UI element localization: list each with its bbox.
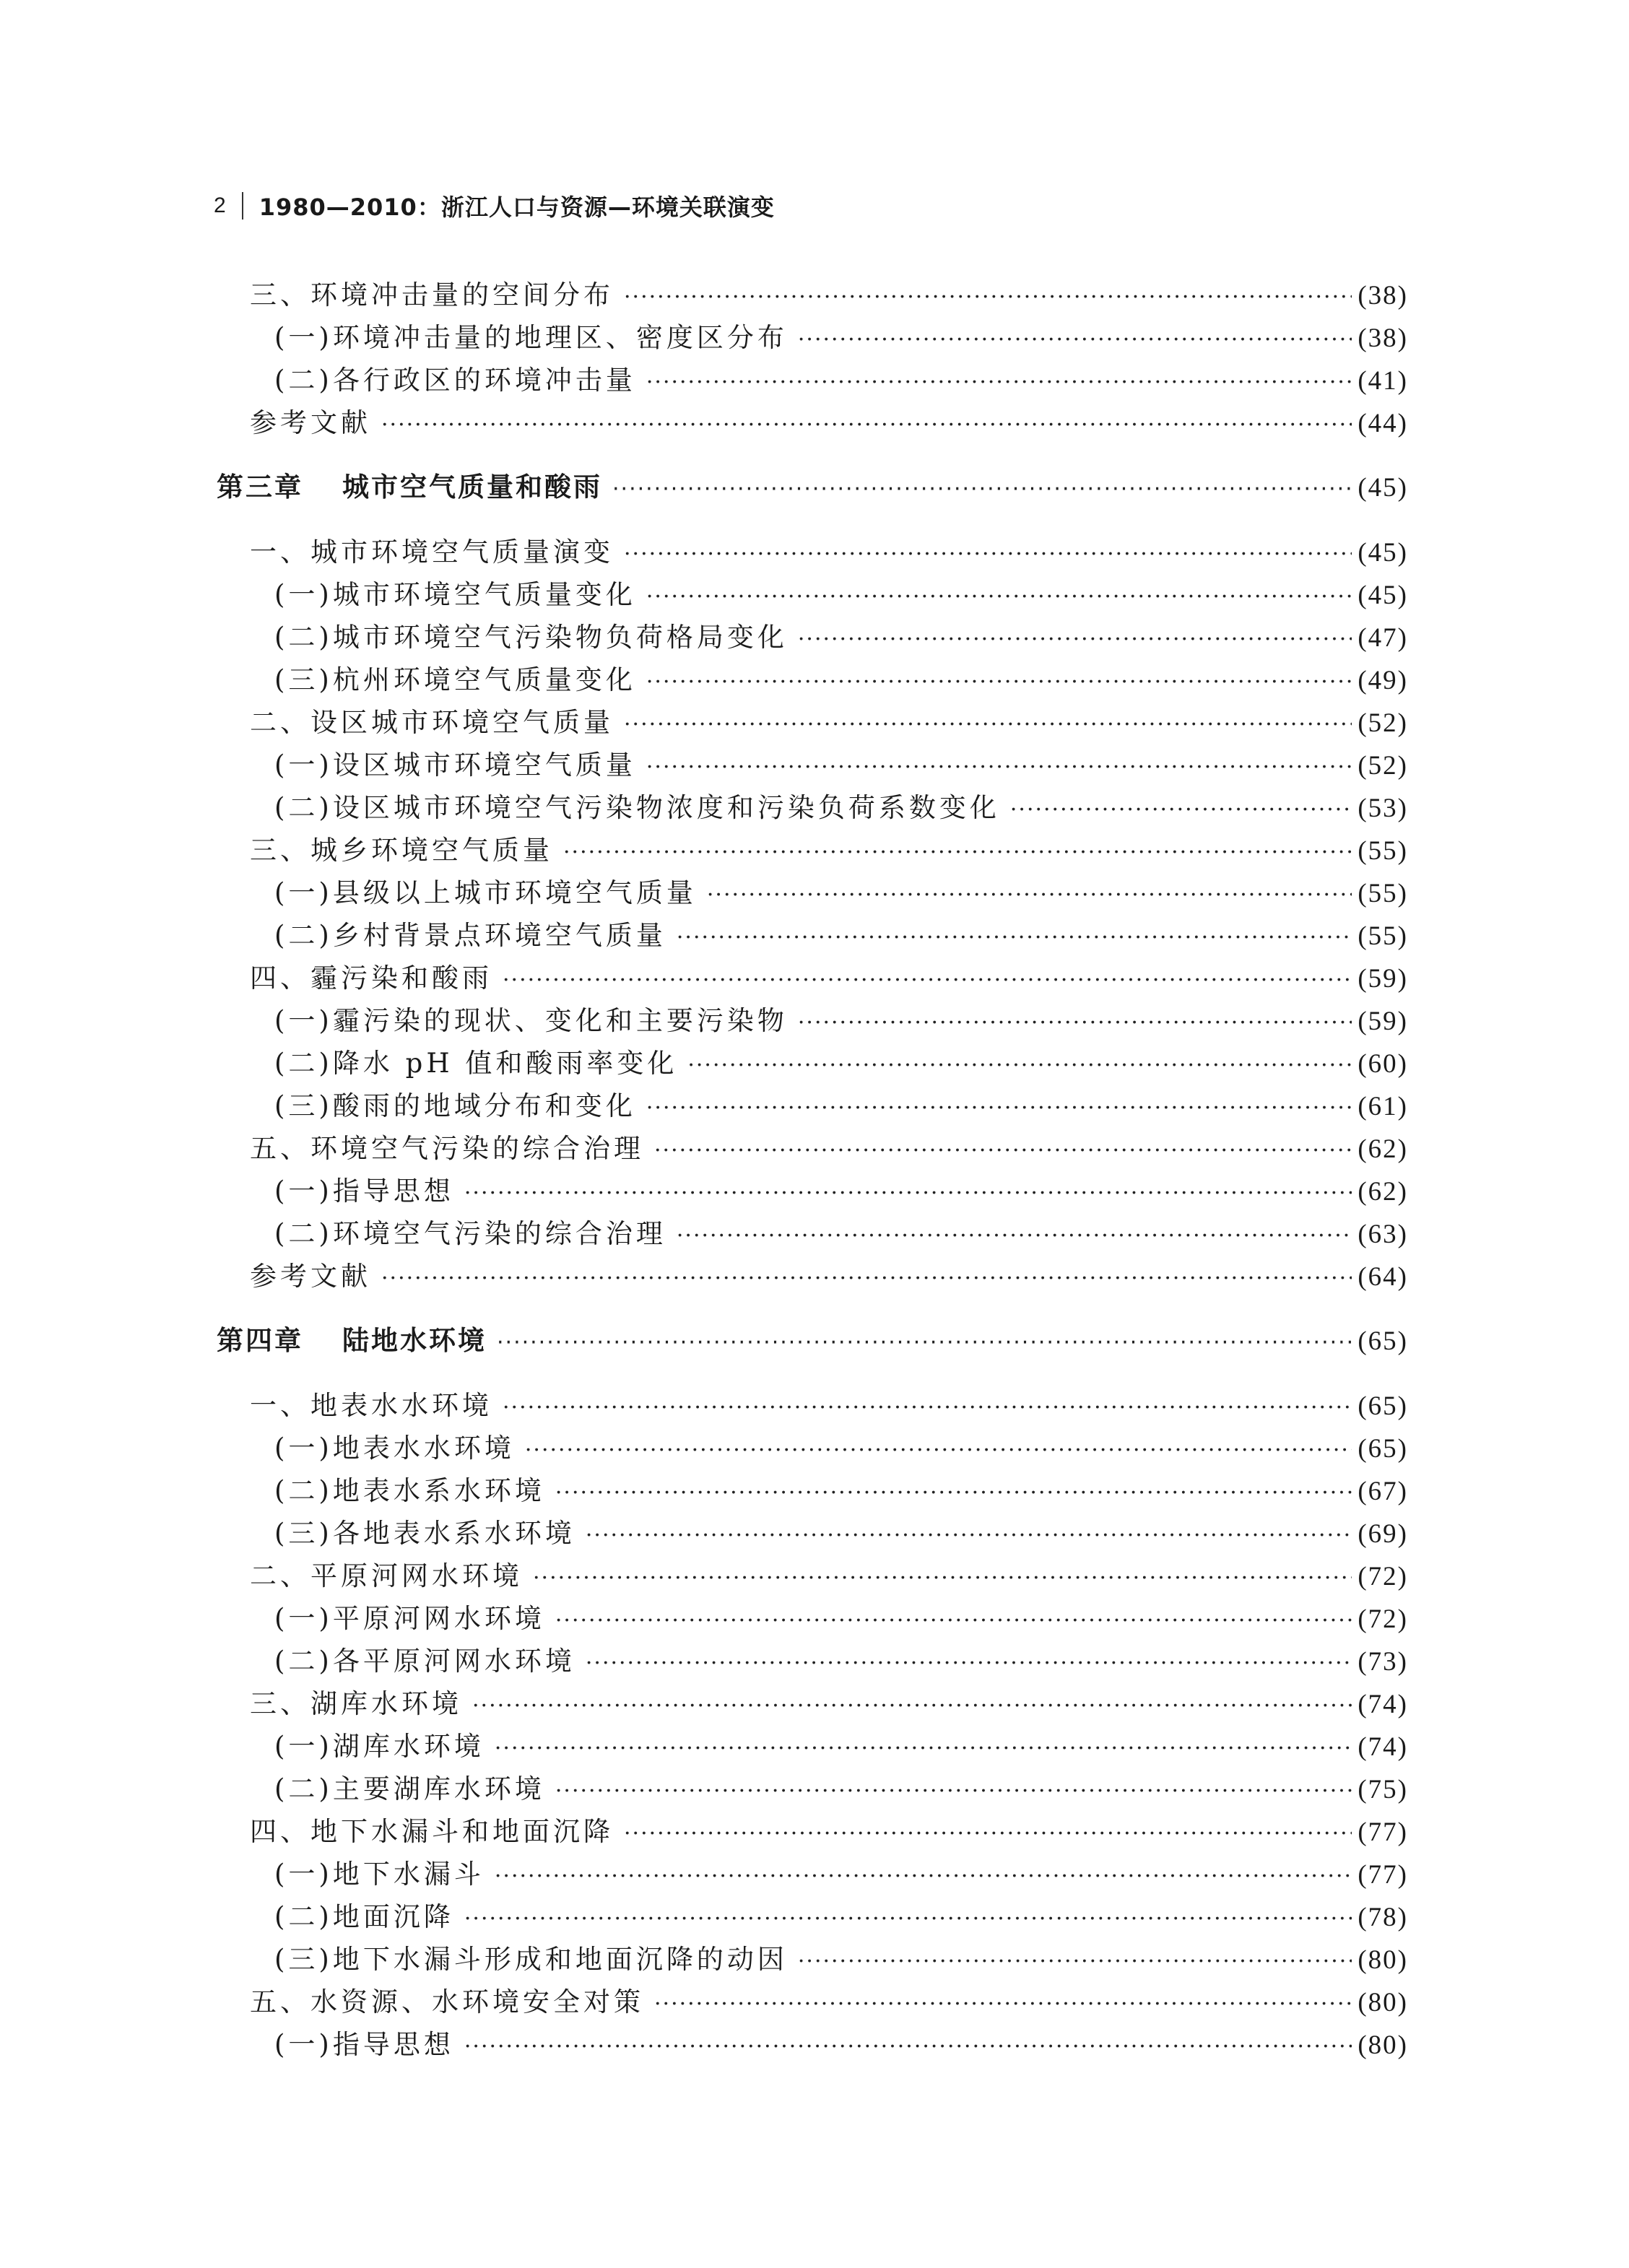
dot-leader [677,925,1352,950]
page-ref: (55) [1358,921,1408,951]
dot-leader [654,1138,1352,1163]
toc-entry-title: (一)城市环境空气质量变化 [274,579,636,610]
toc-entry-title: (三)杭州环境空气质量变化 [274,664,636,695]
page-ref: (55) [1358,836,1408,866]
page-ref: (62) [1358,1177,1408,1207]
page-ref: (38) [1358,281,1408,310]
toc-entry-title: (一)湖库水环境 [274,1731,485,1762]
dot-leader [464,1181,1352,1206]
page-ref: (44) [1358,409,1408,438]
page-ref: (45) [1358,538,1408,568]
dot-leader [525,1438,1352,1463]
toc-entry [217,1895,1408,1937]
chapter-number: 第四章 [217,1325,303,1356]
page-ref: (61) [1358,1092,1408,1121]
toc-entry-title [217,1318,487,1357]
header-divider [242,192,243,220]
toc-entry [217,2022,1408,2065]
toc-entry [217,358,1408,401]
table-of-contents [217,273,1408,2065]
dot-leader [798,327,1352,352]
toc-entry [217,1212,1408,1254]
toc-entry [217,658,1408,700]
running-header [214,189,775,222]
toc-entry-title: (一)地下水漏斗 [274,1859,485,1890]
dot-leader [646,1095,1352,1121]
dot-leader [798,1949,1352,1974]
chapter-number: 第三章 [217,472,303,503]
dot-leader [654,1991,1352,2017]
dot-leader [798,1010,1352,1035]
toc-entry [217,1126,1408,1169]
toc-entry [217,956,1408,999]
toc-entry [217,1554,1408,1596]
page-ref: (75) [1358,1775,1408,1804]
page-ref: (65) [1358,1434,1408,1464]
page-ref: (65) [1358,1326,1408,1356]
dot-leader [555,1778,1352,1804]
toc-entry-title: (一)平原河网水环境 [274,1603,545,1634]
toc-entry [217,1852,1408,1895]
page-ref: (45) [1358,581,1408,610]
toc-entry-title: 参考文献 [250,407,371,438]
dot-leader [646,755,1352,780]
toc-entry [217,1724,1408,1767]
page-ref: (59) [1358,1007,1408,1036]
dot-leader [495,1736,1352,1761]
dot-leader [646,370,1352,395]
page-ref: (41) [1358,366,1408,396]
dot-leader [586,1651,1352,1676]
page-ref: (69) [1358,1519,1408,1549]
toc-entry-title: (一)县级以上城市环境空气质量 [274,877,697,908]
page-ref: (80) [1358,1988,1408,2017]
toc-entry [217,1383,1408,1426]
toc-entry-title: (二)各行政区的环境冲击量 [274,365,636,396]
dot-leader [707,882,1352,908]
dot-leader [677,1223,1352,1248]
toc-entry [217,615,1408,658]
toc-entry-title: (二)地面沉降 [274,1901,454,1932]
toc-chapter-entry [217,465,1408,508]
toc-entry-title: 五、环境空气污染的综合治理 [250,1133,644,1164]
toc-entry-title: (二)各平原河网水环境 [274,1646,575,1677]
toc-entry-title: (三)各地表水系水环境 [274,1518,575,1549]
dot-leader [798,627,1352,652]
toc-entry-title: 一、地表水水环境 [250,1390,492,1421]
page-ref: (60) [1358,1049,1408,1079]
page-ref: (74) [1358,1690,1408,1719]
toc-entry [217,1596,1408,1639]
toc-entry-title: (一)指导思想 [274,2029,454,2060]
dot-leader [624,1821,1352,1846]
toc-entry [217,1937,1408,1980]
page-ref: (64) [1358,1262,1408,1292]
dot-leader [586,1523,1352,1548]
book-title: 1980—2010：浙江人口与资源—环境关联演变 [259,194,775,221]
page-ref: (55) [1358,879,1408,908]
toc-entry [217,1469,1408,1511]
toc-entry [217,316,1408,358]
page-ref: (77) [1358,1860,1408,1890]
toc-entry [217,743,1408,786]
toc-entry [217,273,1408,316]
toc-entry [217,1511,1408,1554]
toc-entry [217,1426,1408,1469]
toc-entry [217,871,1408,913]
page-ref: (72) [1358,1604,1408,1634]
toc-entry-title: (一)地表水水环境 [274,1433,515,1464]
toc-entry-title: 四、霾污染和酸雨 [250,963,492,994]
toc-entry [217,786,1408,828]
toc-entry [217,999,1408,1041]
toc-entry-title: 二、设区城市环境空气质量 [250,707,614,738]
dot-leader [555,1608,1352,1633]
dot-leader [624,284,1352,310]
toc-entry [217,1254,1408,1297]
toc-entry [217,530,1408,573]
toc-entry-title: 二、平原河网水环境 [250,1560,523,1591]
dot-leader [687,1053,1352,1078]
toc-entry [217,1041,1408,1084]
page-ref: (63) [1358,1220,1408,1249]
toc-entry-title: 一、城市环境空气质量演变 [250,536,614,568]
toc-entry [217,573,1408,615]
toc-entry-title: (三)酸雨的地域分布和变化 [274,1090,636,1121]
toc-entry [217,1980,1408,2022]
chapter-title: 陆地水环境 [342,1325,487,1356]
page-ref: (62) [1358,1134,1408,1164]
page-ref: (59) [1358,964,1408,994]
toc-entry-title: (一)指导思想 [274,1176,454,1207]
dot-leader [464,2034,1352,2059]
dot-leader [624,712,1352,737]
toc-entry-title: 三、城乡环境空气质量 [250,835,553,866]
dot-leader [381,412,1352,438]
page-ref: (52) [1358,708,1408,738]
toc-entry-title: (二)城市环境空气污染物负荷格局变化 [274,622,788,653]
toc-entry [217,401,1408,443]
toc-entry-title: (一)设区城市环境空气质量 [274,750,636,781]
toc-entry [217,1809,1408,1852]
dot-leader [497,1330,1352,1355]
dot-leader [646,669,1352,695]
toc-entry-title: (三)地下水漏斗形成和地面沉降的动因 [274,1944,788,1975]
toc-entry [217,700,1408,743]
chapter-title: 城市空气质量和酸雨 [342,472,602,503]
page-ref: (53) [1358,794,1408,823]
toc-entry [217,828,1408,871]
toc-entry-title: 三、环境冲击量的空间分布 [250,279,614,310]
toc-chapter-entry [217,1318,1408,1361]
page-ref: (65) [1358,1391,1408,1421]
dot-leader [495,1864,1352,1889]
toc-entry [217,1084,1408,1126]
page-ref: (72) [1358,1562,1408,1591]
dot-leader [503,968,1352,993]
toc-entry-title: (一)霾污染的现状、变化和主要污染物 [274,1005,788,1036]
toc-entry [217,1767,1408,1809]
dot-leader [563,840,1352,865]
dot-leader [555,1480,1352,1506]
page-ref: (49) [1358,666,1408,695]
page-ref: (80) [1358,1945,1408,1975]
page-ref: (52) [1358,751,1408,781]
dot-leader [1010,797,1352,822]
toc-entry-title: (一)环境冲击量的地理区、密度区分布 [274,322,788,353]
toc-entry-title: (二)乡村背景点环境空气质量 [274,920,666,951]
page-ref: (78) [1358,1903,1408,1932]
toc-entry-title: (二)降水 pH 值和酸雨率变化 [274,1048,678,1079]
toc-entry-title [217,465,602,504]
page-number: 2 [214,194,226,217]
toc-entry [217,1169,1408,1212]
page-ref: (47) [1358,623,1408,653]
dot-leader [503,1395,1352,1420]
toc-entry-title: 三、湖库水环境 [250,1688,462,1719]
page-ref: (45) [1358,473,1408,503]
dot-leader [612,477,1352,502]
page-ref: (80) [1358,2030,1408,2060]
page-ref: (77) [1358,1817,1408,1847]
toc-entry [217,913,1408,956]
toc-entry-title: 四、地下水漏斗和地面沉降 [250,1816,614,1847]
page-ref: (38) [1358,323,1408,353]
toc-entry-title: 参考文献 [250,1261,371,1292]
toc-entry-title: (二)环境空气污染的综合治理 [274,1218,666,1249]
toc-entry-title: (二)主要湖库水环境 [274,1773,545,1804]
toc-entry [217,1682,1408,1724]
dot-leader [533,1565,1352,1591]
dot-leader [624,542,1352,567]
dot-leader [646,584,1352,609]
page-ref: (67) [1358,1477,1408,1506]
page-ref: (74) [1358,1732,1408,1762]
toc-entry-title: 五、水资源、水环境安全对策 [250,1986,644,2017]
dot-leader [381,1266,1352,1291]
toc-entry-title: (二)设区城市环境空气污染物浓度和污染负荷系数变化 [274,792,1000,823]
dot-leader [472,1693,1352,1719]
page-ref: (73) [1358,1647,1408,1677]
toc-entry [217,1639,1408,1682]
toc-entry-title: (二)地表水系水环境 [274,1475,545,1506]
dot-leader [464,1906,1352,1932]
